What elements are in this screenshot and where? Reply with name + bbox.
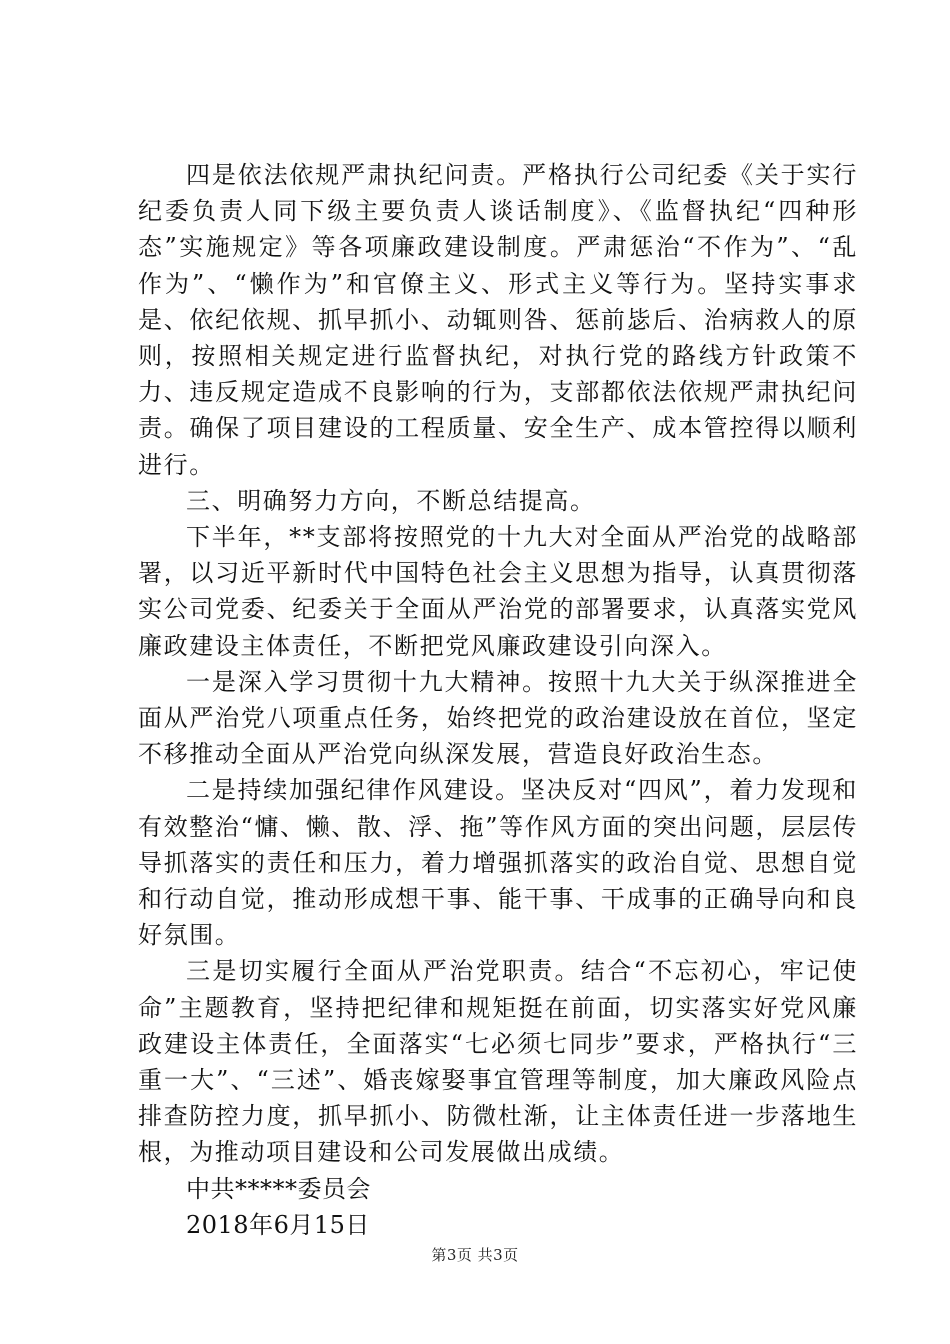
paragraph-discipline-accountability: 四是依法依规严肃执纪问责。严格执行公司纪委《关于实行纪委负责人同下级主要负责人谈话制度》、《监督执纪“四种形态”实施规定》等各项廉政建设制度。严肃惩治“不作为”、“乱作为”、“懒作为”和官僚主义、形式主义等行为。坚持实事求是、依纪依规、抓早抓小、动辄则咎、惩前毖后、治病救人的原则，按照相关规定进行监督执纪，对执行党的路线方针政策不力、违反规定造成不良影响的行为，支部都依法依规严肃执纪问责。确保了项目建设的工程质量、安全生产、成本管控得以顺利进行。 (138, 161, 858, 479)
paragraph-fulfill-duties: 三是切实履行全面从严治党职责。结合“不忘初心，牢记使命”主题教育，坚持把纪律和规矩挺在前面，切实落实好党风廉政建设主体责任，全面落实“七必须七同步”要求，严格执行“三重一大”、“三述”、婚丧嫁娶事宜管理等制度，加大廉政风险点排查防控力度，抓早抓小、防微杜渐，让主体责任进一步落地生根，为推动项目建设和公司发展做出成绩。 (138, 957, 858, 1167)
paragraph-work-style: 二是持续加强纪律作风建设。坚决反对“四风”，着力发现和有效整治“慵、懒、散、浮、拖”等作风方面的突出问题，层层传导抓落实的责任和压力，着力增强抓落实的政治自觉、思想自觉和行动自觉，推动形成想干事、能干事、干成事的正确导向和良好氛围。 (138, 776, 858, 950)
paragraph-study-congress: 一是深入学习贯彻十九大精神。按照十九大关于纵深推进全面从严治党八项重点任务，始终把党的政治建设放在首位，坚定不移推动全面从严治党向纵深发展，营造良好政治生态。 (138, 667, 858, 769)
signature-organization: 中共*****委员会 (186, 1174, 371, 1203)
section-heading-direction: 三、明确努力方向，不断总结提高。 (186, 486, 596, 515)
page-footer: 第3页 共3页 (431, 1246, 519, 1264)
paragraph-second-half-plan: 下半年，**支部将按照党的十九大对全面从严治党的战略部署，以习近平新时代中国特色社会主义思想为指导，认真贯彻落实公司党委、纪委关于全面从严治党的部署要求，认真落实党风廉政建设主体责任，不断把党风廉政建设引向深入。 (138, 523, 858, 660)
signature-date: 2018年6月15日 (186, 1210, 370, 1239)
document-body (138, 157, 858, 1243)
